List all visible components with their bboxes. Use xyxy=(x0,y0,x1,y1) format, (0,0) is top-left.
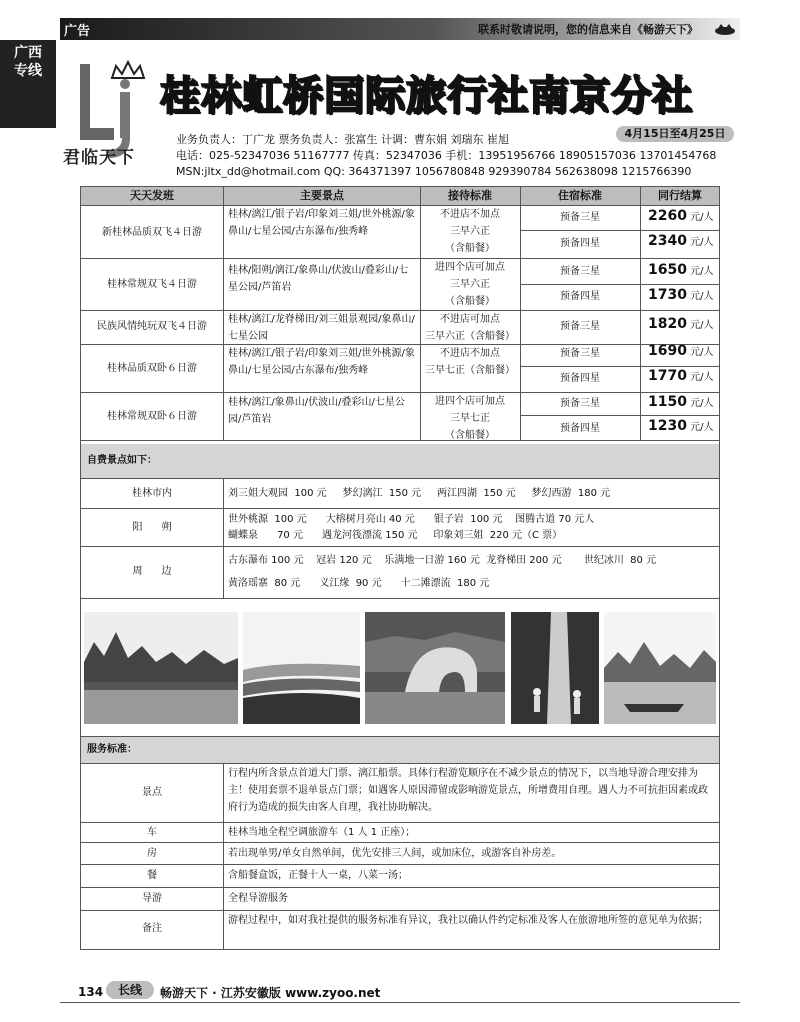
route-sights-4: 桂林/漓江/银子岩/印象刘三姐/世外桃源/象鼻山/七星公园/古东瀑布/独秀峰 xyxy=(228,348,415,376)
agency-title: 桂林虹桥国际旅行社南京分社 xyxy=(160,72,693,119)
price-unit: 元/人 xyxy=(690,320,714,331)
photo-waterfall xyxy=(511,612,599,724)
side-tab-guangxi xyxy=(0,40,56,128)
route-hotel-2a: 预备三星 xyxy=(560,266,600,277)
route-hotel-5a: 预备三星 xyxy=(560,398,600,409)
route-price-2a xyxy=(648,262,714,278)
route-price-1a xyxy=(648,208,714,224)
route-standard-2: 进四个店可加点 三早六正 （含船餐） xyxy=(435,262,505,307)
route-price-4a xyxy=(648,343,714,359)
footer-divider xyxy=(60,1002,740,1003)
date-range-badge: 4月15日至4月25日 xyxy=(616,126,734,142)
header-hotel: 住宿标准 xyxy=(558,189,602,202)
price-unit: 元/人 xyxy=(690,291,714,302)
route-hotel-1a: 预备三星 xyxy=(560,212,600,223)
route-sights-5: 桂林/漓江/象鼻山/伏波山/叠彩山/七星公园/芦笛岩 xyxy=(228,397,405,425)
route-hotel-1b: 预备四星 xyxy=(560,238,600,249)
service-text-3: 若出现单男/单女自然单间，优先安排三人间，或加床位，或游客自补房差。 xyxy=(228,848,562,859)
service-text-4: 含船餐盒饭，正餐十人一桌，八菜一汤； xyxy=(228,870,408,881)
contact-staff: 业务负责人：丁广龙 票务负责人：张富生 计调：曹东娟 刘瑞东 崔旭 xyxy=(176,133,509,146)
price-value: 1230 xyxy=(648,418,687,434)
contact-im: MSN:jltx_dd@hotmail.com QQ: 364371397 1056780848 929390784 562638098 1215766390 xyxy=(176,165,692,178)
route-standard-4: 不进店不加点 三早七正（含船餐） xyxy=(425,348,515,376)
service-label-2: 车 xyxy=(147,827,157,838)
route-price-5b xyxy=(648,418,714,434)
service-text-2: 桂林当地全程空调旅游车（1 人 1 正座）； xyxy=(228,827,416,838)
service-label-6: 备注 xyxy=(142,923,162,934)
route-name-4: 桂林品质双卧６日游 xyxy=(107,363,197,374)
price-value: 1150 xyxy=(648,394,687,410)
service-label-5: 导游 xyxy=(142,893,162,904)
photo-river-boats xyxy=(604,612,716,724)
route-standard-3: 不进店可加点 三早六正（含船餐） xyxy=(425,314,515,342)
route-hotel-4b: 预备四星 xyxy=(560,373,600,384)
agency-slogan: 君临天下 xyxy=(63,148,135,168)
route-name-3: 民族风情纯玩双飞４日游 xyxy=(97,321,207,332)
self-pay-area-1: 桂林市内 xyxy=(132,488,172,499)
source-note: 联系时敬请说明，您的信息来自《畅游天下》 xyxy=(478,23,698,36)
self-pay-line-2b: 蝴蝶泉 70 元 遇龙河筏漂流 150 元 印象刘三姐 220 元（C 票） xyxy=(228,530,563,541)
header-price: 同行结算 xyxy=(658,189,702,202)
self-pay-area-2: 阳 朔 xyxy=(132,522,172,533)
route-standard-5: 进四个店可加点 三早七正 （含船餐） xyxy=(435,396,505,441)
price-unit: 元/人 xyxy=(690,422,714,433)
price-unit: 元/人 xyxy=(690,237,714,248)
service-label-1: 景点 xyxy=(142,787,162,798)
section-tag: 长线 xyxy=(106,981,154,999)
route-hotel-2b: 预备四星 xyxy=(560,291,600,302)
service-text-1: 行程内所含景点首道大门票、漓江船票。具体行程游览顺序在不减少景点的情况下，以当地导游合理安排为主！使用套票不退单景点门票；如遇客人原因滞留或影响游览景点，所增费用自理。遇人力不可抗拒因素或政府行为造成的损失由客人自理，我社协助解决。 xyxy=(228,768,708,813)
self-pay-line-2a: 世外桃源 100 元 大榕树月亮山 40 元 银子岩 100 元 图腾古道 70 元人 xyxy=(228,514,595,525)
services-heading: 服务标准： xyxy=(81,737,719,763)
route-price-2b xyxy=(648,287,714,303)
price-value: 1820 xyxy=(648,316,687,332)
price-value: 1770 xyxy=(648,368,687,384)
route-price-1b xyxy=(648,233,714,249)
side-tab-line-2: 专线 xyxy=(14,63,42,79)
route-standard-1: 不进店不加点 三早六正 （含船餐） xyxy=(440,209,500,254)
self-pay-heading: 自费景点如下： xyxy=(81,444,719,478)
page-number: 134 xyxy=(78,985,104,999)
price-unit: 元/人 xyxy=(690,372,714,383)
magazine-info: 畅游天下 · 江苏安徽版 www.zyoo.net xyxy=(160,986,381,1000)
service-text-6: 游程过程中，如对我社提供的服务标准有异议，我社以确认件约定标准及客人在旅游地所签的意见单为依据； xyxy=(228,915,708,926)
header-sights: 主要景点 xyxy=(300,189,344,202)
service-label-3: 房 xyxy=(147,848,157,859)
price-unit: 元/人 xyxy=(690,398,714,409)
magazine-logo-icon xyxy=(713,22,737,36)
photo-li-river-karst xyxy=(84,612,238,724)
price-value: 2340 xyxy=(648,233,687,249)
price-unit: 元/人 xyxy=(690,266,714,277)
side-tab-line-1: 广西 xyxy=(14,45,42,61)
service-text-5: 全程导游服务 xyxy=(228,893,288,904)
service-label-4: 餐 xyxy=(147,870,157,881)
route-price-5a xyxy=(648,394,714,410)
header-standard: 接待标准 xyxy=(448,189,492,202)
route-name-1: 新桂林品质双飞４日游 xyxy=(102,227,202,238)
price-value: 1730 xyxy=(648,287,687,303)
route-sights-3: 桂林/漓江/龙脊梯田/刘三姐景观园/象鼻山/七星公园 xyxy=(228,314,415,342)
price-value: 1650 xyxy=(648,262,687,278)
contact-phones: 电话：025-52347036 51167777 传真：52347036 手机：13951956766 18905157036 13701454768 xyxy=(176,149,717,162)
price-unit: 元/人 xyxy=(690,212,714,223)
route-sights-1: 桂林/漓江/银子岩/印象刘三姐/世外桃源/象鼻山/七星公园/古东瀑布/独秀峰 xyxy=(228,209,415,237)
self-pay-line-1: 刘三姐大观园 100 元 梦幻漓江 150 元 两江四湖 150 元 梦幻西游 180 元 xyxy=(228,488,611,499)
route-hotel-3a: 预备三星 xyxy=(560,321,600,332)
route-price-3a xyxy=(648,316,714,332)
price-unit: 元/人 xyxy=(690,347,714,358)
route-name-5: 桂林常规双卧６日游 xyxy=(107,411,197,422)
photo-rice-terraces xyxy=(243,612,360,724)
route-hotel-5b: 预备四星 xyxy=(560,423,600,434)
self-pay-line-3b: 黄洛瑶寨 80 元 义江缘 90 元 十二滩漂流 180 元 xyxy=(228,578,490,589)
price-value: 1690 xyxy=(648,343,687,359)
route-sights-2: 桂林/阳朔/漓江/象鼻山/伏波山/叠彩山/七星公园/芦笛岩 xyxy=(228,265,409,293)
ad-label: 广告 xyxy=(64,24,91,39)
header-departures: 天天发班 xyxy=(130,189,174,202)
photo-elephant-trunk-hill xyxy=(365,612,505,724)
route-price-4b xyxy=(648,368,714,384)
price-value: 2260 xyxy=(648,208,687,224)
route-hotel-4a: 预备三星 xyxy=(560,348,600,359)
self-pay-area-3: 周 边 xyxy=(132,566,172,577)
self-pay-line-3a: 古东瀑布 100 元 冠岩 120 元 乐满地一日游 160 元 龙脊梯田 200 元 世纪冰川 80 元 xyxy=(228,555,657,566)
route-name-2: 桂林常规双飞４日游 xyxy=(107,279,197,290)
